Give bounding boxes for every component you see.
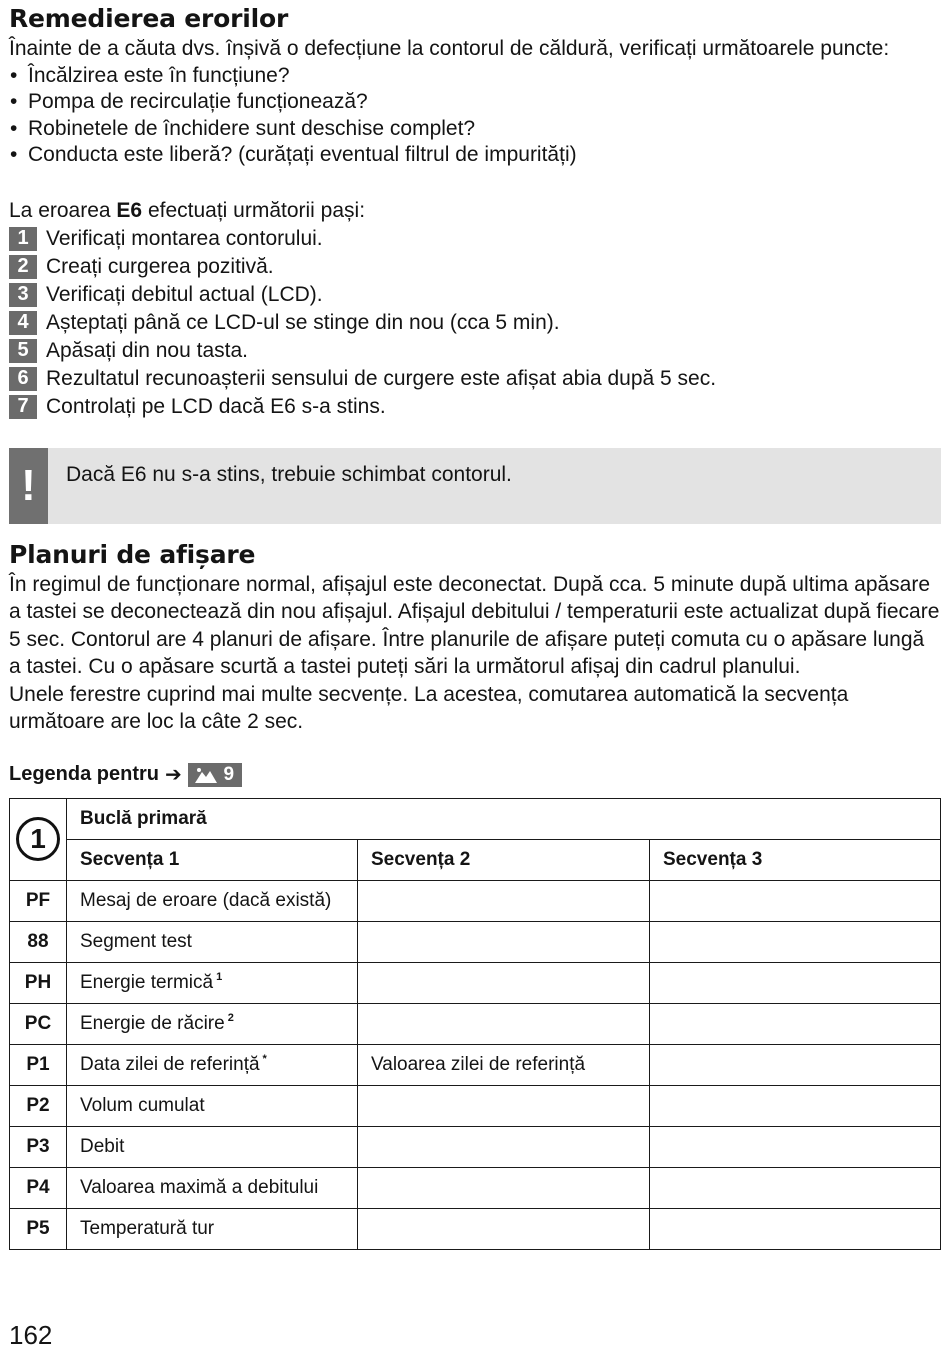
table-row	[10, 1085, 941, 1126]
sequence-2-cell	[358, 1003, 650, 1044]
step-number: 1	[9, 227, 37, 251]
step-item: 5 Apăsați din nou tasta.	[9, 337, 941, 365]
sequence-2-cell	[358, 921, 650, 962]
step-item: 2 Creați curgerea pozitivă.	[9, 253, 941, 281]
step-number: 6	[9, 367, 37, 391]
sequence-1-cell: Debit	[67, 1126, 358, 1167]
e6-intro: La eroarea E6 efectuați următorii pași:	[9, 198, 366, 222]
figure-reference: 9	[188, 763, 242, 787]
row-code: P2	[10, 1085, 67, 1126]
sequence-1-cell: Temperatură tur	[67, 1208, 358, 1249]
list-item: • Pompa de recirculație funcționează?	[9, 89, 941, 116]
step-item: 1 Verificați montarea contorului.	[9, 225, 941, 253]
footnote-marker: 1	[216, 971, 223, 983]
sequence-2-cell: Valoarea zilei de referință	[358, 1044, 650, 1085]
warning-notice	[9, 448, 941, 524]
row-code: P5	[10, 1208, 67, 1249]
row-code: P4	[10, 1167, 67, 1208]
table-row	[10, 1167, 941, 1208]
step-item: 7 Controlați pe LCD dacă E6 s-a stins.	[9, 393, 941, 421]
sequence-3-cell	[650, 1085, 941, 1126]
bullet-icon: •	[10, 116, 18, 140]
step-list	[9, 225, 941, 421]
sequence-1-cell: Energie termică $^1$	[67, 962, 358, 1003]
table-row	[10, 1208, 941, 1249]
row-code: P1	[10, 1044, 67, 1085]
table-header-row	[10, 839, 941, 880]
list-item: • Încălzirea este în funcțiune?	[9, 63, 941, 90]
bullet-icon: •	[10, 63, 18, 87]
footnote-marker: 2	[227, 1012, 234, 1024]
step-number: 3	[9, 283, 37, 307]
troubleshooting-intro: Înainte de a căuta dvs. înșivă o defecțiune la contorul de căldură, verificați următoarele puncte:	[9, 37, 890, 60]
loop-number-cell	[10, 798, 67, 880]
step-number: 2	[9, 255, 37, 279]
sequence-2-cell	[358, 1126, 650, 1167]
legend-heading: Legenda pentru ➔ 9	[9, 761, 941, 789]
table-row	[10, 880, 941, 921]
legend-table	[9, 798, 941, 1250]
loop-title: Buclă primară	[67, 798, 941, 839]
row-code: P3	[10, 1126, 67, 1167]
bullet-icon: •	[10, 90, 18, 113]
list-item: • Robinetele de închidere sunt deschise complet?	[9, 116, 941, 143]
column-header: Secvența 1	[67, 839, 358, 880]
sequence-2-cell	[358, 1167, 650, 1208]
sequence-3-cell	[650, 962, 941, 1003]
sequence-1-cell: Data zilei de referință *	[67, 1044, 358, 1085]
sequence-3-cell	[650, 1126, 941, 1167]
step-number: 7	[9, 395, 37, 419]
row-code: PH	[10, 962, 67, 1003]
sequence-1-cell: Segment test	[67, 921, 358, 962]
page-number: 162	[9, 1320, 53, 1350]
sequence-2-cell	[358, 962, 650, 1003]
display-planes-paragraph-2: Unele ferestre cuprind mai multe secvențe. La acestea, comutarea automatică la secvența următoare are loc la câte 2 sec.	[9, 682, 849, 733]
table-row	[10, 798, 941, 839]
sequence-1-cell: Mesaj de eroare (dacă există)	[67, 880, 358, 921]
step-item: 4 Așteptați până ce LCD-ul se stinge din nou (cca 5 min).	[9, 309, 941, 337]
sequence-1-cell: Valoarea maximă a debitului	[67, 1167, 358, 1208]
section-title-troubleshooting: Remedierea erorilor	[9, 4, 289, 33]
step-item: 6 Rezultatul recunoașterii sensului de curgere este afișat abia după 5 sec.	[9, 365, 941, 393]
list-item: • Conducta este liberă? (curățați eventual filtrul de impurități)	[9, 142, 941, 169]
arrow-right-icon: ➔	[165, 764, 182, 786]
document-page	[9, 0, 941, 1250]
display-planes-paragraph: În regimul de funcționare normal, afișajul este deconectat. După cca. 5 minute după ultima apăsare a tastei se deconectează din nou afișajul. Afișajul debitului / temperaturii este actualizat după fiecare 5 sec. Contorul are 4 planuri de afișare. Între planurile de afișare puteți comuta cu o apăsare lungă a tastei. Cu o apăsare scurtă a tastei puteți sări la următorul afișaj din cadrul planului.	[9, 572, 940, 678]
sequence-3-cell	[650, 880, 941, 921]
warning-text: Dacă E6 nu s-a stins, trebuie schimbat contorul.	[66, 462, 512, 486]
table-row	[10, 962, 941, 1003]
step-item: 3 Verificați debitul actual (LCD).	[9, 281, 941, 309]
table-row	[10, 1003, 941, 1044]
circled-number-icon: 1	[16, 817, 60, 861]
bullet-icon: •	[10, 143, 18, 166]
checklist	[9, 63, 941, 169]
sequence-2-cell	[358, 1208, 650, 1249]
table-row	[10, 1126, 941, 1167]
footnote-marker: *	[262, 1053, 267, 1065]
column-header: Secvența 3	[650, 839, 941, 880]
step-number: 5	[9, 339, 37, 363]
step-number: 4	[9, 311, 37, 335]
sequence-2-cell	[358, 880, 650, 921]
sequence-3-cell	[650, 1167, 941, 1208]
sequence-1-cell: Volum cumulat	[67, 1085, 358, 1126]
row-code: 88	[10, 921, 67, 962]
sequence-2-cell	[358, 1085, 650, 1126]
sequence-3-cell	[650, 1003, 941, 1044]
column-header: Secvența 2	[358, 839, 650, 880]
table-row	[10, 1044, 941, 1085]
section-title-display-planes: Planuri de afișare	[9, 539, 256, 569]
sequence-1-cell: Energie de răcire $^2$	[67, 1003, 358, 1044]
row-code: PF	[10, 880, 67, 921]
image-icon	[195, 767, 217, 783]
sequence-3-cell	[650, 1208, 941, 1249]
table-row	[10, 921, 941, 962]
sequence-3-cell	[650, 1044, 941, 1085]
row-code: PC	[10, 1003, 67, 1044]
error-code: E6	[116, 198, 143, 222]
sequence-3-cell	[650, 921, 941, 962]
exclamation-icon: !	[9, 448, 48, 524]
